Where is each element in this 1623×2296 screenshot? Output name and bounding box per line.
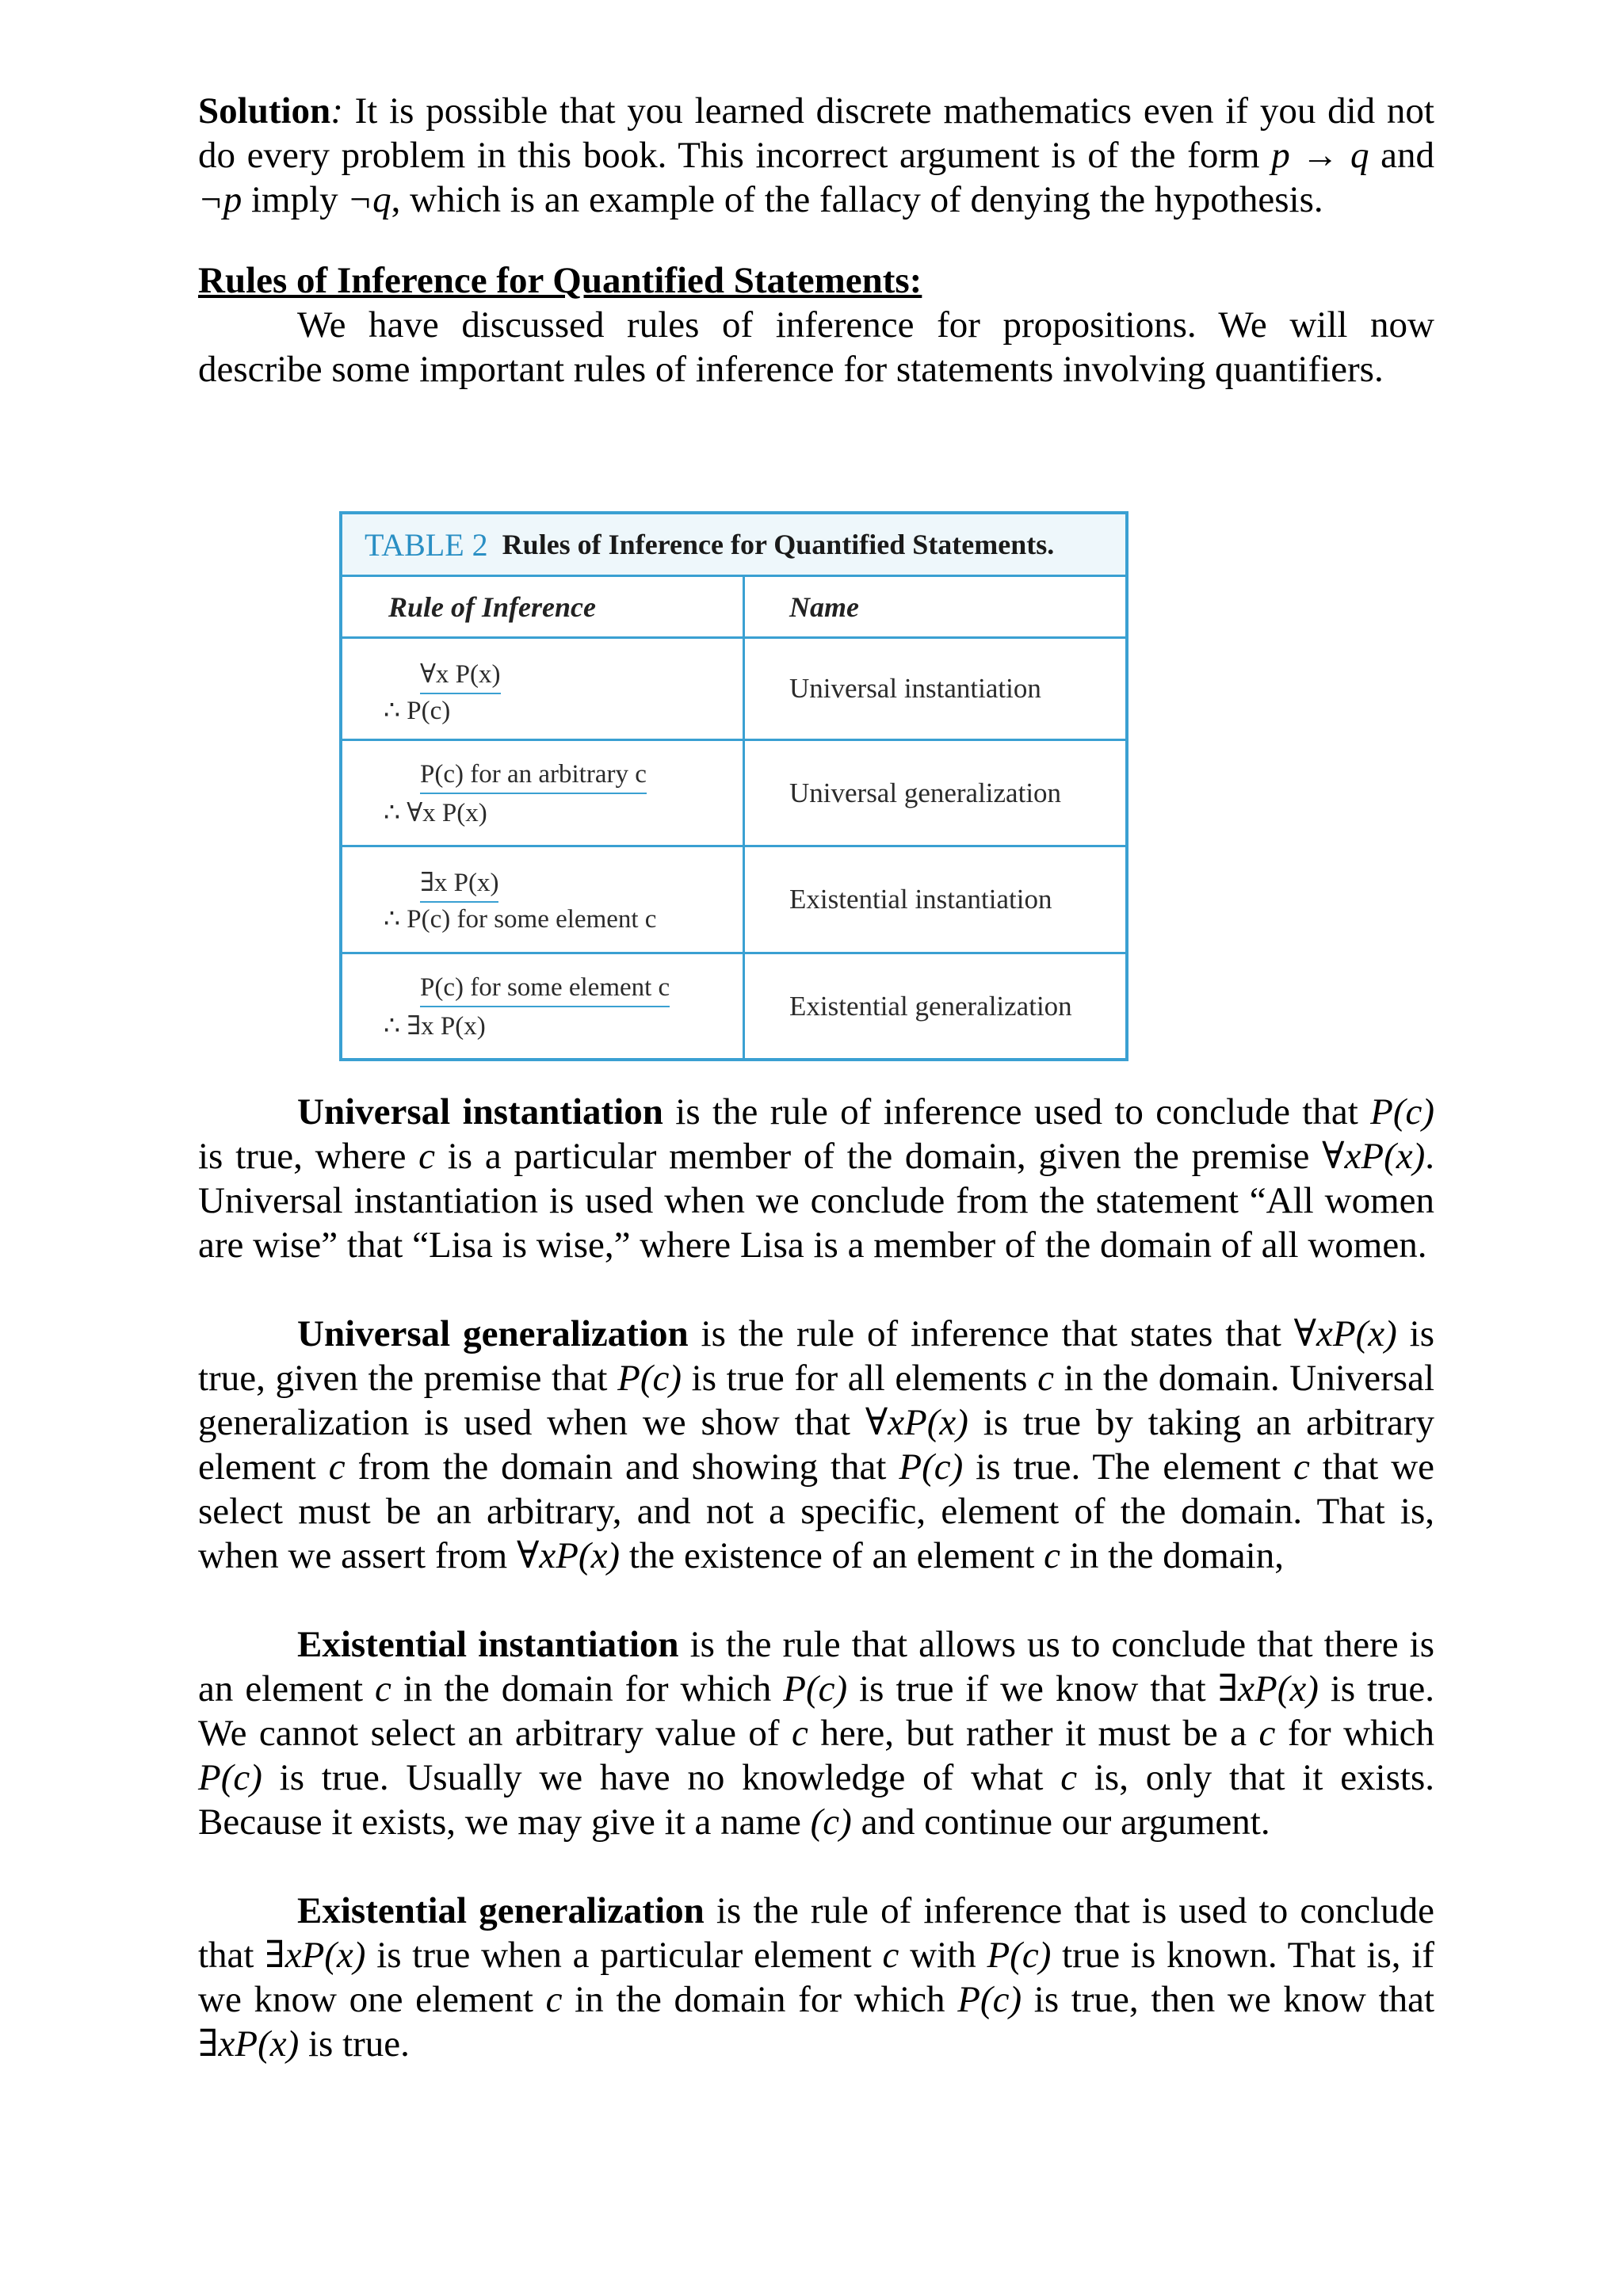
solution-label: Solution — [198, 90, 331, 132]
document-body — [198, 1090, 1434, 2066]
rule-name: Existential generalization — [789, 990, 1072, 1022]
table-row — [342, 639, 1125, 741]
rule-premise: ∃x P(x) — [420, 866, 498, 903]
rule-name: Existential instantiation — [789, 884, 1052, 915]
rule-conclusion: ∴ ∀x P(x) — [384, 799, 487, 827]
table-label: TABLE 2 — [365, 526, 488, 563]
rules-table — [339, 511, 1128, 1061]
paragraph-universal-generalization: Universal generalization is the rule of inference that states that ∀xP(x) is true, given the premise that P(c) is true for all elements c in the domain. Universal generalization is used when we show that ∀xP(x) is true by taking an arbitrary element c from the domain and showing that P(c) is true. The element c that we select must be an arbitrary, and not a specific, element of the domain. That is, when we assert from ∀xP(x) the existence of an element c in the domain, — [198, 1313, 1435, 1576]
table-row — [342, 847, 1125, 954]
rule-conclusion: ∴ P(c) for some element c — [384, 905, 657, 934]
table-title — [342, 514, 1125, 577]
solution-paragraph: Solution: It is possible that you learned discrete mathematics even if you did not do every problem in this book. This incorrect argument is of the form p → q and ¬p imply ¬q, which is an example of the fallacy of denying the hypothesis. — [198, 90, 1434, 220]
table-row — [342, 954, 1125, 1058]
section-intro: We have discussed rules of inference for propositions. We will now describe some important rules of inference for statements involving quantifiers. — [198, 304, 1434, 390]
col-header-name: Name — [789, 590, 859, 623]
paragraph-universal-instantiation: Universal instantiation is the rule of inference used to conclude that P(c) is true, where c is a particular member of the domain, given the premise ∀xP(x). Universal instantiation is used when we conclude from the statement “All women are wise” that “Lisa is wise,” where Lisa is a member of the domain of all women. — [198, 1091, 1434, 1266]
section-heading: Rules of Inference for Quantified Statements: — [198, 260, 922, 301]
table-row — [342, 741, 1125, 847]
rule-name: Universal instantiation — [789, 673, 1041, 704]
rule-premise: P(c) for some element c — [420, 973, 670, 1007]
rule-premise: ∀x P(x) — [420, 658, 501, 694]
rule-name: Universal generalization — [789, 777, 1062, 808]
paragraph-existential-instantiation: Existential instantiation is the rule that allows us to conclude that there is an element c in the domain for which P(c) is true if we know that ∃xP(x) is true. We cannot select an arbitrary value of c here, but rather it must be a c for which P(c) is true. Usually we have no knowledge of what c is, only that it exists. Because it exists, we may give it a name (c) and continue our argument. — [198, 1624, 1435, 1843]
paragraph-existential-generalization: Existential generalization is the rule of inference that is used to conclude that ∃xP(x) is true when a particular element c with P(c) true is known. That is, if we know one element c in the domain for which P(c) is true, then we know that ∃xP(x) is true. — [198, 1890, 1435, 2065]
col-header-rule: Rule of Inference — [342, 577, 745, 636]
rule-conclusion: ∴ P(c) — [384, 697, 451, 725]
table-caption: Rules of Inference for Quantified Statements. — [502, 529, 1055, 560]
rule-conclusion: ∴ ∃x P(x) — [384, 1012, 486, 1041]
document-page — [198, 89, 1434, 392]
table-header-row — [342, 577, 1125, 639]
rule-premise: P(c) for an arbitrary c — [420, 760, 647, 794]
